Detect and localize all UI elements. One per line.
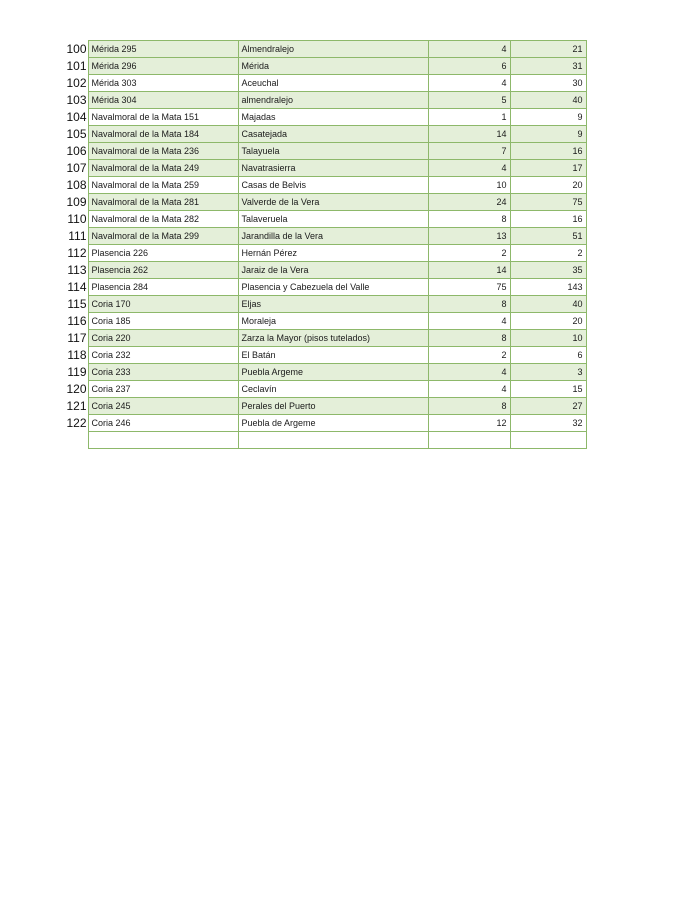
row-number: 114 [64, 279, 88, 296]
town-cell: Plasencia y Cabezuela del Valle [238, 279, 428, 296]
town-cell: Hernán Pérez [238, 245, 428, 262]
table-row [64, 75, 586, 92]
count-b-cell: 16 [510, 211, 586, 228]
table-row [64, 211, 586, 228]
table-row [64, 194, 586, 211]
row-number: 100 [64, 41, 88, 58]
town-cell: almendralejo [238, 92, 428, 109]
count-b-cell: 2 [510, 245, 586, 262]
center-cell: Navalmoral de la Mata 281 [88, 194, 238, 211]
count-a-cell: 10 [428, 177, 510, 194]
center-cell: Plasencia 226 [88, 245, 238, 262]
table-row [64, 330, 586, 347]
table-row [64, 262, 586, 279]
center-cell: Navalmoral de la Mata 299 [88, 228, 238, 245]
count-a-cell: 4 [428, 313, 510, 330]
center-cell: Navalmoral de la Mata 259 [88, 177, 238, 194]
count-a-cell: 6 [428, 58, 510, 75]
center-cell: Coria 220 [88, 330, 238, 347]
count-b-cell: 15 [510, 381, 586, 398]
table-row [64, 41, 586, 58]
count-b-cell: 51 [510, 228, 586, 245]
table-row [64, 58, 586, 75]
count-b-cell: 16 [510, 143, 586, 160]
table-row [64, 143, 586, 160]
count-b-cell: 9 [510, 109, 586, 126]
town-cell: Talayuela [238, 143, 428, 160]
count-a-cell: 5 [428, 92, 510, 109]
center-cell: Coria 233 [88, 364, 238, 381]
center-cell [88, 432, 238, 449]
center-cell: Mérida 304 [88, 92, 238, 109]
count-b-cell: 40 [510, 92, 586, 109]
row-number: 122 [64, 415, 88, 432]
town-cell: Almendralejo [238, 41, 428, 58]
town-cell: Casatejada [238, 126, 428, 143]
town-cell: Jaraiz de la Vera [238, 262, 428, 279]
table-row [64, 160, 586, 177]
count-b-cell: 21 [510, 41, 586, 58]
row-number: 101 [64, 58, 88, 75]
count-a-cell: 12 [428, 415, 510, 432]
town-cell: Puebla Argeme [238, 364, 428, 381]
table-row [64, 364, 586, 381]
town-cell: Eljas [238, 296, 428, 313]
row-number: 106 [64, 143, 88, 160]
row-number: 111 [64, 228, 88, 245]
count-a-cell: 2 [428, 347, 510, 364]
table-row [64, 296, 586, 313]
count-b-cell: 10 [510, 330, 586, 347]
center-cell: Coria 245 [88, 398, 238, 415]
table-row [64, 432, 586, 449]
count-a-cell: 7 [428, 143, 510, 160]
row-number: 112 [64, 245, 88, 262]
town-cell: Navatrasierra [238, 160, 428, 177]
count-a-cell: 24 [428, 194, 510, 211]
count-a-cell: 8 [428, 211, 510, 228]
count-b-cell [510, 432, 586, 449]
center-cell: Coria 246 [88, 415, 238, 432]
town-cell: Puebla de Argeme [238, 415, 428, 432]
center-cell: Coria 232 [88, 347, 238, 364]
count-a-cell: 4 [428, 41, 510, 58]
town-cell: Aceuchal [238, 75, 428, 92]
table-row [64, 279, 586, 296]
count-b-cell: 17 [510, 160, 586, 177]
count-b-cell: 6 [510, 347, 586, 364]
count-a-cell: 8 [428, 330, 510, 347]
row-number: 116 [64, 313, 88, 330]
count-a-cell [428, 432, 510, 449]
town-cell: Talaveruela [238, 211, 428, 228]
center-cell: Mérida 296 [88, 58, 238, 75]
center-cell: Mérida 295 [88, 41, 238, 58]
table-row [64, 245, 586, 262]
row-number: 120 [64, 381, 88, 398]
spreadsheet-page [64, 40, 587, 449]
row-number: 107 [64, 160, 88, 177]
town-cell: Valverde de la Vera [238, 194, 428, 211]
table-row [64, 347, 586, 364]
count-a-cell: 4 [428, 364, 510, 381]
table-row [64, 381, 586, 398]
table-row [64, 415, 586, 432]
center-cell: Navalmoral de la Mata 184 [88, 126, 238, 143]
count-b-cell: 143 [510, 279, 586, 296]
row-number: 115 [64, 296, 88, 313]
town-cell: Perales del Puerto [238, 398, 428, 415]
center-cell: Navalmoral de la Mata 151 [88, 109, 238, 126]
row-number: 108 [64, 177, 88, 194]
town-cell: Casas de Belvis [238, 177, 428, 194]
town-cell [238, 432, 428, 449]
count-a-cell: 4 [428, 160, 510, 177]
count-a-cell: 4 [428, 75, 510, 92]
count-a-cell: 2 [428, 245, 510, 262]
count-b-cell: 35 [510, 262, 586, 279]
row-number: 119 [64, 364, 88, 381]
center-cell: Coria 185 [88, 313, 238, 330]
count-b-cell: 40 [510, 296, 586, 313]
table-row [64, 126, 586, 143]
center-cell: Coria 170 [88, 296, 238, 313]
table-row [64, 92, 586, 109]
town-cell: Moraleja [238, 313, 428, 330]
count-b-cell: 20 [510, 313, 586, 330]
center-cell: Mérida 303 [88, 75, 238, 92]
row-number: 103 [64, 92, 88, 109]
row-number: 102 [64, 75, 88, 92]
row-number: 121 [64, 398, 88, 415]
count-b-cell: 75 [510, 194, 586, 211]
count-b-cell: 9 [510, 126, 586, 143]
table-row [64, 398, 586, 415]
count-b-cell: 32 [510, 415, 586, 432]
center-cell: Navalmoral de la Mata 282 [88, 211, 238, 228]
row-number: 117 [64, 330, 88, 347]
data-table [64, 40, 587, 449]
table-row [64, 228, 586, 245]
row-number: 109 [64, 194, 88, 211]
row-number: 104 [64, 109, 88, 126]
count-a-cell: 14 [428, 262, 510, 279]
town-cell: Mérida [238, 58, 428, 75]
count-a-cell: 8 [428, 398, 510, 415]
town-cell: Jarandilla de la Vera [238, 228, 428, 245]
count-a-cell: 8 [428, 296, 510, 313]
count-b-cell: 31 [510, 58, 586, 75]
count-b-cell: 27 [510, 398, 586, 415]
row-number: 118 [64, 347, 88, 364]
table-row [64, 109, 586, 126]
row-number: 105 [64, 126, 88, 143]
count-a-cell: 14 [428, 126, 510, 143]
center-cell: Plasencia 262 [88, 262, 238, 279]
count-a-cell: 13 [428, 228, 510, 245]
row-number: 113 [64, 262, 88, 279]
count-b-cell: 20 [510, 177, 586, 194]
row-number [64, 432, 88, 449]
count-a-cell: 4 [428, 381, 510, 398]
center-cell: Navalmoral de la Mata 236 [88, 143, 238, 160]
town-cell: Zarza la Mayor (pisos tutelados) [238, 330, 428, 347]
table-row [64, 313, 586, 330]
count-b-cell: 3 [510, 364, 586, 381]
table-row [64, 177, 586, 194]
count-a-cell: 75 [428, 279, 510, 296]
count-b-cell: 30 [510, 75, 586, 92]
center-cell: Coria 237 [88, 381, 238, 398]
row-number: 110 [64, 211, 88, 228]
town-cell: El Batán [238, 347, 428, 364]
center-cell: Plasencia 284 [88, 279, 238, 296]
center-cell: Navalmoral de la Mata 249 [88, 160, 238, 177]
table-body [64, 41, 586, 449]
count-a-cell: 1 [428, 109, 510, 126]
town-cell: Majadas [238, 109, 428, 126]
town-cell: Ceclavín [238, 381, 428, 398]
